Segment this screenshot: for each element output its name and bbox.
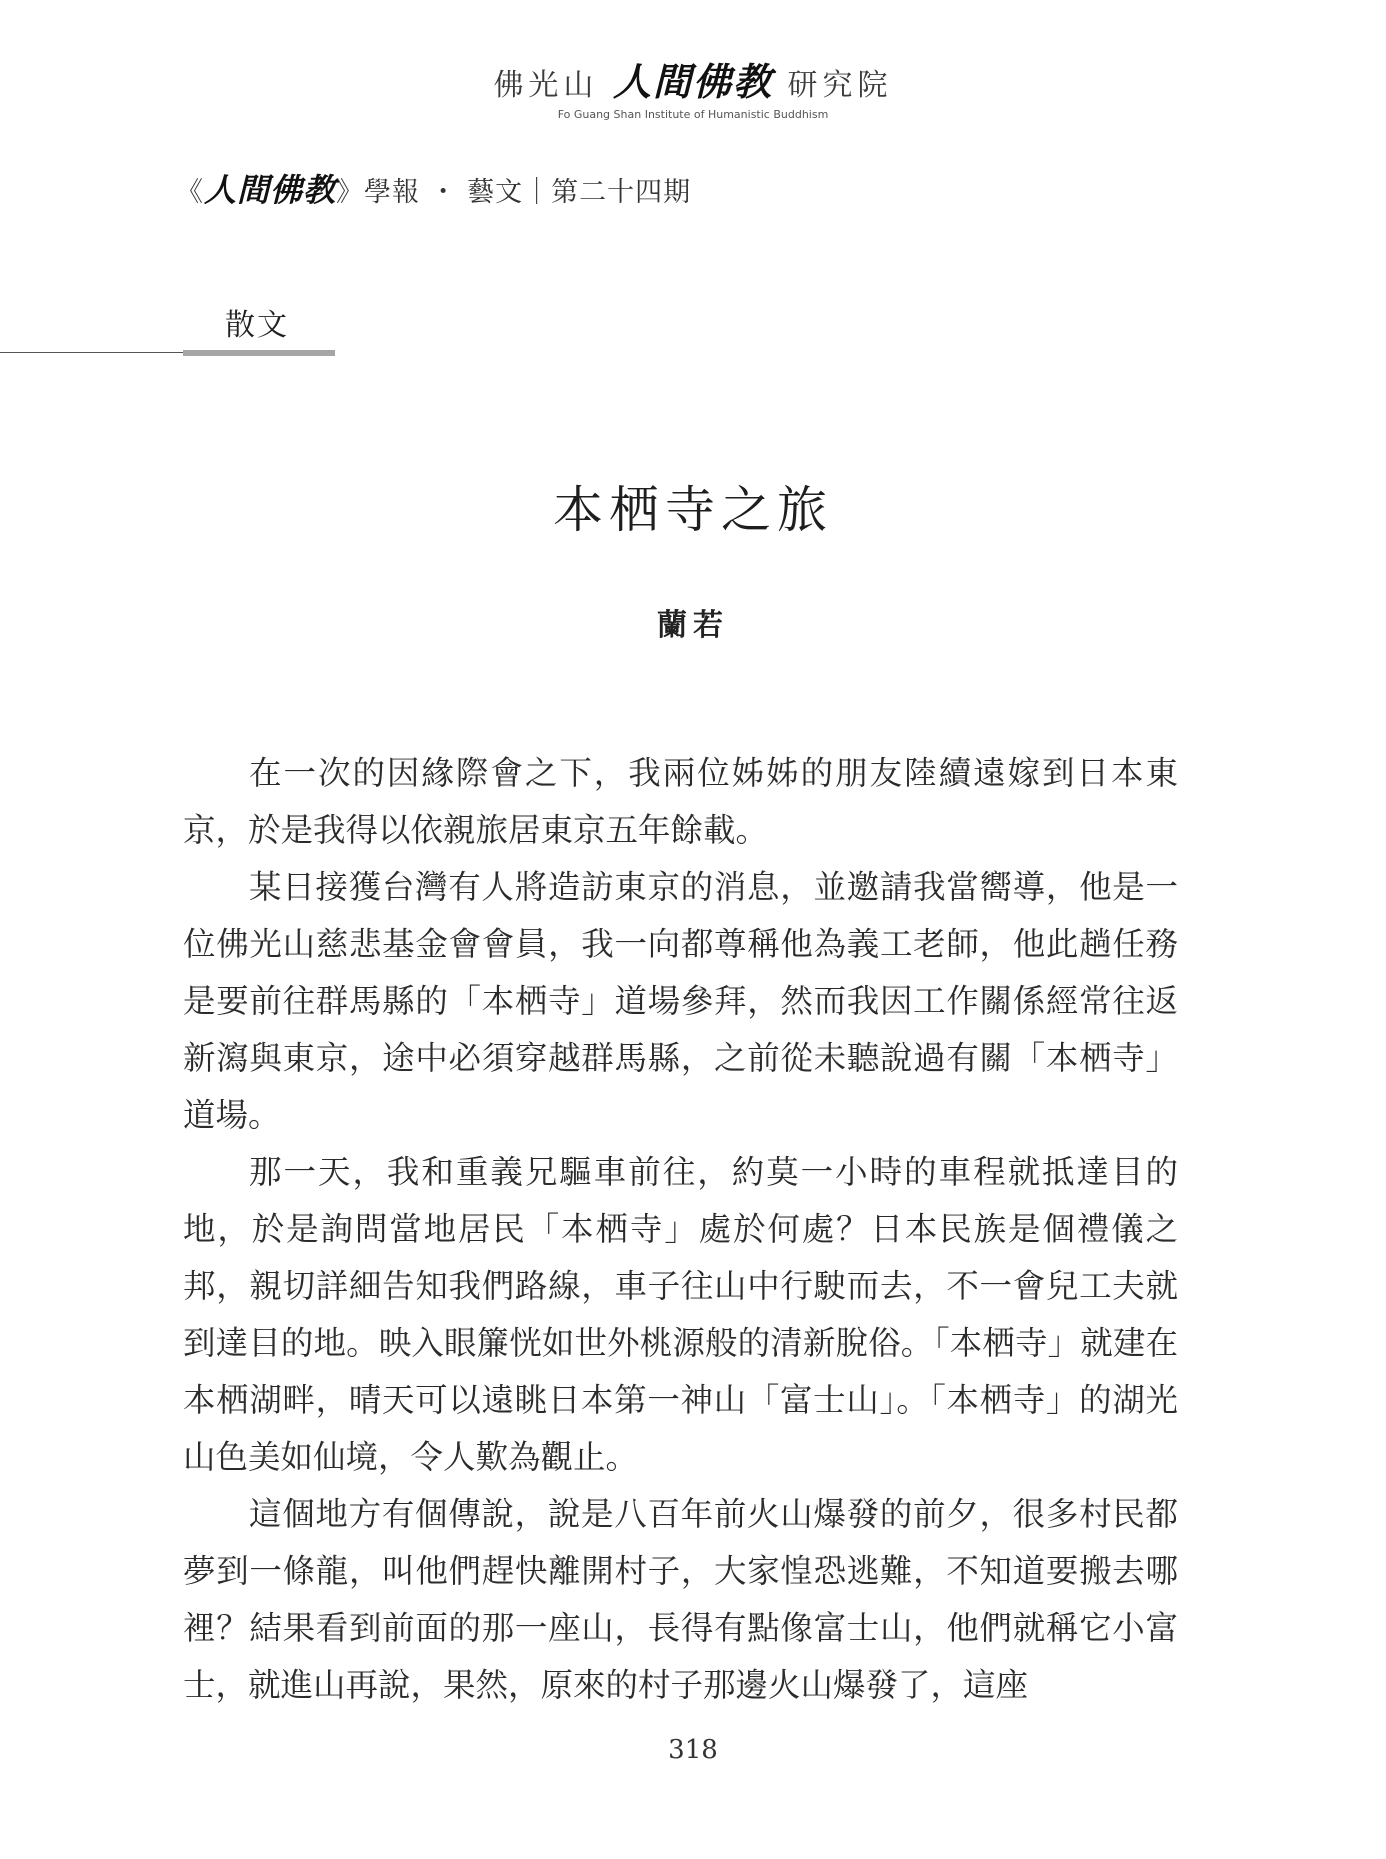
institute-header (0, 59, 1386, 121)
institute-name (0, 59, 1386, 106)
paragraph: 在一次的因緣際會之下，我兩位姊姊的朋友陸續遠嫁到日本東京，於是我得以依親旅居東京五年餘載。 (183, 754, 1178, 849)
category-underline-bar (183, 350, 335, 356)
article-title: 本栖寺之旅 (553, 481, 833, 539)
journal-bracket-open: 《 (176, 177, 204, 208)
paragraph: 那一天，我和重義兄驅車前往，約莫一小時的車程就抵達目的地，於是詢問當地居民「本栖寺」處於何處？日本民族是個禮儀之邦，親切詳細告知我們路線，車子往山中行駛而去，不一會兒工夫就到達目的地。映入眼簾恍如世外桃源般的清新脫俗。「本栖寺」就建在本栖湖畔，晴天可以遠眺日本第一神山「富士山」。「本栖寺」的湖光山色美如仙境，令人歎為觀止。 (183, 1153, 1178, 1476)
paragraph: 這個地方有個傳說，說是八百年前火山爆發的前夕，很多村民都夢到一條龍，叫他們趕快離開村子，大家惶恐逃難，不知道要搬去哪裡？結果看到前面的那一座山，長得有點像富士山，他們就稱它小富士，就進山再說，果然，原來的村子那邊火山爆發了，這座 (183, 1495, 1178, 1704)
page-number: 318 (668, 1735, 718, 1765)
article-body (183, 745, 1178, 1714)
article-author: 蘭若 (657, 608, 729, 643)
institute-logo: 人間佛教 (612, 59, 773, 104)
paragraph: 某日接獲台灣有人將造訪東京的消息，並邀請我當嚮導，他是一位佛光山慈悲基金會會員，我一向都尊稱他為義工老師，他此趟任務是要前往群馬縣的「本栖寺」道場參拜，然而我因工作關係經常往返新瀉與東京，途中必須穿越群馬縣，之前從未聽說過有關「本栖寺」道場。 (183, 868, 1178, 1134)
institute-suffix: 研究院 (787, 68, 893, 103)
journal-issue: 》學報 ・ 藝文｜第二十四期 (336, 177, 692, 208)
journal-running-header (176, 165, 691, 211)
section-category: 散文 (225, 308, 289, 343)
institute-prefix: 佛光山 (493, 68, 599, 103)
institute-english-name: Fo Guang Shan Institute of Humanistic Buddhism (557, 108, 829, 121)
journal-logo: 人間佛教 (204, 171, 337, 209)
